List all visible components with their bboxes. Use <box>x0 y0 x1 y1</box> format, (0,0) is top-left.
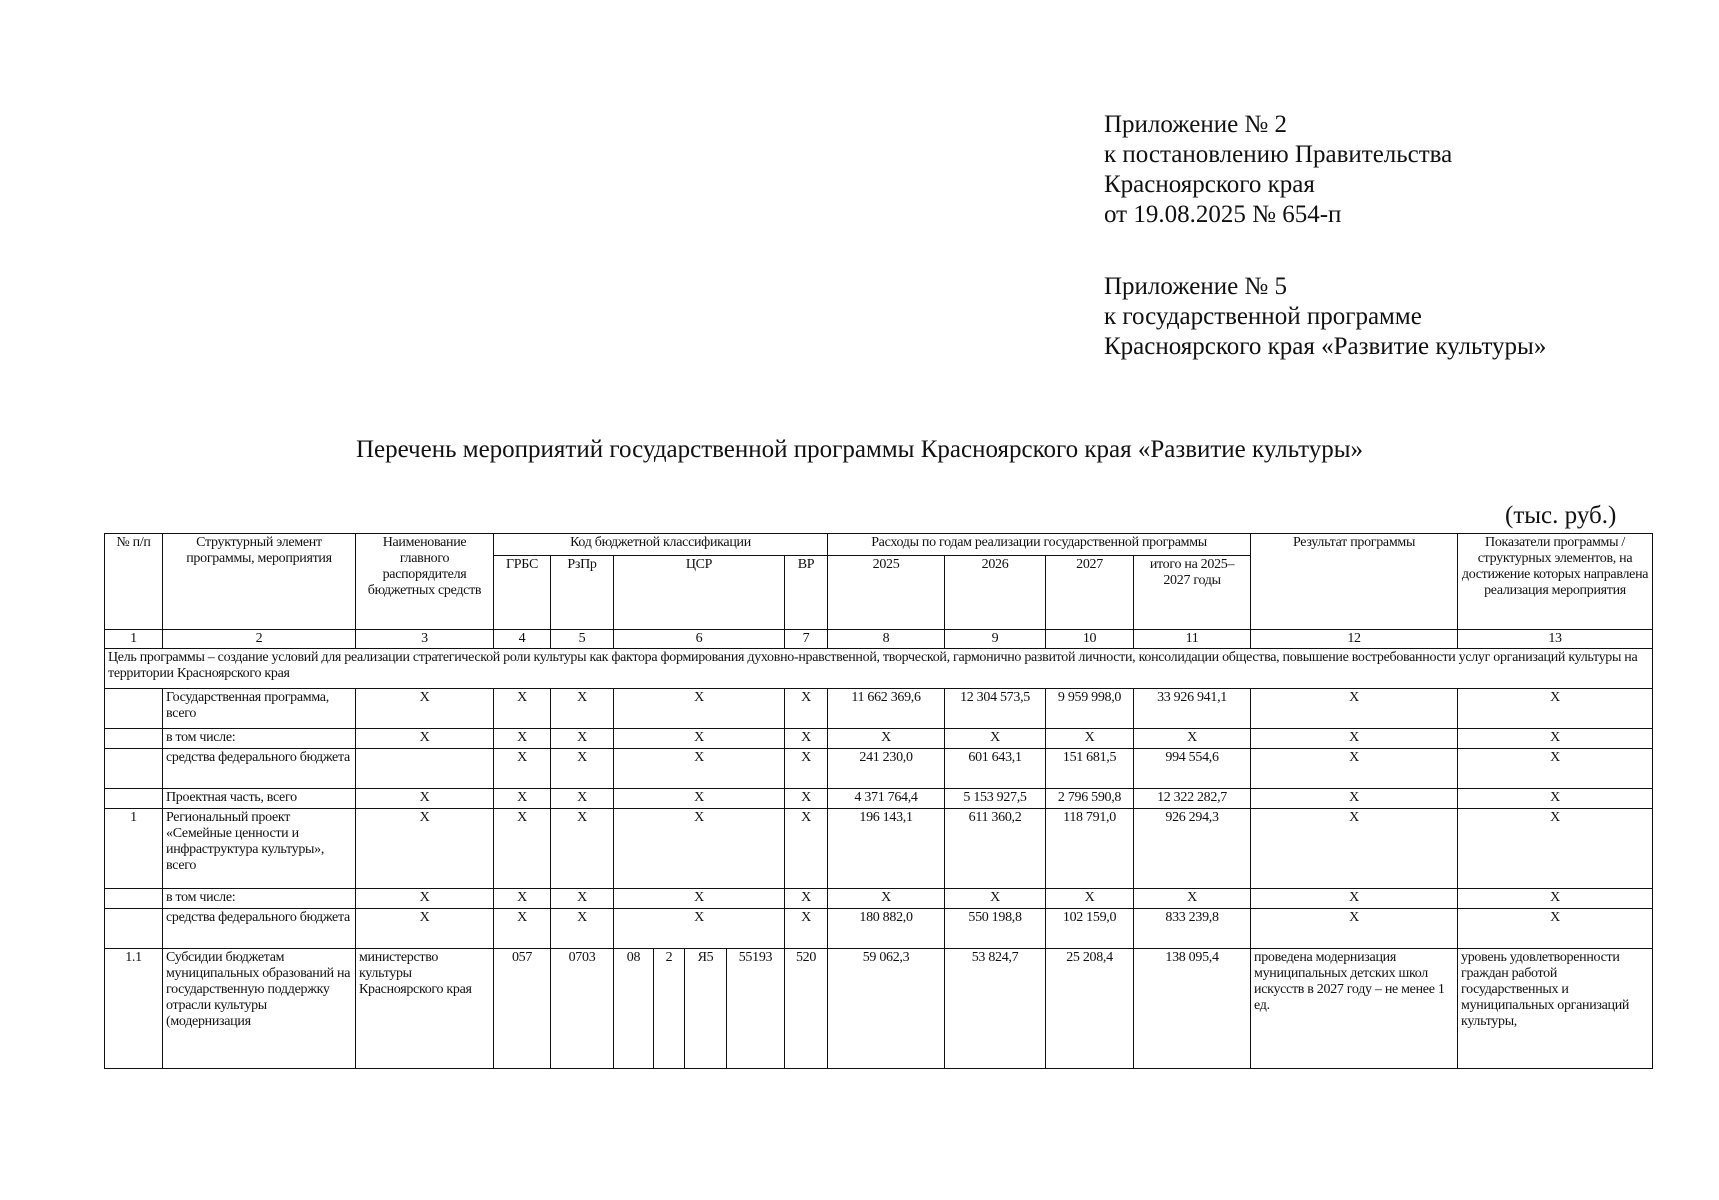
column-number: 5 <box>551 630 614 649</box>
row-2025: 196 143,1 <box>828 809 945 889</box>
row-num: 1 <box>105 809 163 889</box>
row-result: X <box>1251 729 1458 749</box>
row-indicator: X <box>1458 889 1653 909</box>
row-manager: X <box>356 909 494 949</box>
measures-table <box>104 533 1653 1069</box>
row-2027: 25 208,4 <box>1046 949 1134 1069</box>
row-rzpr: X <box>551 729 614 749</box>
row-2026: 5 153 927,5 <box>945 789 1046 809</box>
row-name: Проектная часть, всего <box>163 789 356 809</box>
row-total: 833 239,8 <box>1134 909 1251 949</box>
header-manager: Наименование главного распорядителя бюджетных средств <box>356 534 494 630</box>
header-indicators: Показатели программы / структурных элементов, на достижение которых направлена реализация мероприятия <box>1458 534 1653 630</box>
row-2026: 601 643,1 <box>945 749 1046 789</box>
data-rows <box>105 689 1653 949</box>
row-rzpr: X <box>551 889 614 909</box>
row-vr: 520 <box>785 949 828 1069</box>
column-number: 4 <box>494 630 551 649</box>
row-rzpr: X <box>551 749 614 789</box>
row-total: X <box>1134 889 1251 909</box>
row-2027: 2 796 590,8 <box>1046 789 1134 809</box>
row-2026: 550 198,8 <box>945 909 1046 949</box>
row-name: Субсидии бюджетам муниципальных образований на государственную поддержку отрасли культуры (модернизация <box>163 949 356 1069</box>
row-num <box>105 909 163 949</box>
row-2025: X <box>828 889 945 909</box>
row-rzpr: X <box>551 909 614 949</box>
program-goal: Цель программы – создание условий для реализации стратегической роли культуры как фактора формирования духовно-нравственной, творческой, гармонично развитой личности, консолидации общества, повышение востребованности услуг организаций культуры на территории Красноярского края <box>105 649 1653 689</box>
row-grbs: 057 <box>494 949 551 1069</box>
row-2027: X <box>1046 729 1134 749</box>
header-budget-code: Код бюджетной классификации <box>494 534 828 556</box>
row-result: X <box>1251 809 1458 889</box>
row-rzpr: X <box>551 809 614 889</box>
row-manager: X <box>356 789 494 809</box>
row-2025: 59 062,3 <box>828 949 945 1069</box>
column-number: 2 <box>163 630 356 649</box>
row-total: 926 294,3 <box>1134 809 1251 889</box>
appendix-5-line: Приложение № 5 <box>1104 273 1288 300</box>
table-row <box>105 909 1653 949</box>
header-expenses: Расходы по годам реализации государственной программы <box>828 534 1251 556</box>
row-manager: X <box>356 809 494 889</box>
row-2027: X <box>1046 889 1134 909</box>
row-indicator: X <box>1458 749 1653 789</box>
row-2027: 9 959 998,0 <box>1046 689 1134 729</box>
column-number: 8 <box>828 630 945 649</box>
row-2027: 118 791,0 <box>1046 809 1134 889</box>
row-csr-part: 2 <box>654 949 685 1069</box>
header-2025: 2025 <box>828 556 945 630</box>
column-number: 12 <box>1251 630 1458 649</box>
row-total: 994 554,6 <box>1134 749 1251 789</box>
column-number: 7 <box>785 630 828 649</box>
row-name: Региональный проект «Семейные ценности и инфраструктура культуры», всего <box>163 809 356 889</box>
row-rzpr: X <box>551 789 614 809</box>
row-result: проведена модернизация муниципальных детских школ искусств в 2027 году – не менее 1 ед. <box>1251 949 1458 1069</box>
row-2026: 53 824,7 <box>945 949 1046 1069</box>
row-csr: X <box>614 789 785 809</box>
header-row <box>105 534 1653 556</box>
table-row <box>105 729 1653 749</box>
column-number: 3 <box>356 630 494 649</box>
table-row <box>105 689 1653 729</box>
row-name: средства федерального бюджета <box>163 749 356 789</box>
units-label: (тыс. руб.) <box>1505 502 1617 529</box>
row-vr: X <box>785 889 828 909</box>
row-csr: X <box>614 749 785 789</box>
table-row <box>105 789 1653 809</box>
header-total: итого на 2025–2027 годы <box>1134 556 1251 630</box>
appendix-2-line: к постановлению Правительства <box>1104 141 1453 168</box>
row-2027: 151 681,5 <box>1046 749 1134 789</box>
table-row <box>105 949 1653 1069</box>
row-name: в том числе: <box>163 729 356 749</box>
row-csr: X <box>614 909 785 949</box>
header-num: № п/п <box>105 534 163 630</box>
header-element: Структурный элемент программы, мероприятия <box>163 534 356 630</box>
header-grbs: ГРБС <box>494 556 551 630</box>
header-2026: 2026 <box>945 556 1046 630</box>
row-csr: X <box>614 689 785 729</box>
appendix-2-line: Приложение № 2 <box>1104 111 1288 138</box>
row-result: X <box>1251 749 1458 789</box>
row-rzpr: X <box>551 689 614 729</box>
table-row <box>105 809 1653 889</box>
row-2026: X <box>945 889 1046 909</box>
row-indicator: X <box>1458 909 1653 949</box>
row-csr: X <box>614 729 785 749</box>
row-result: X <box>1251 889 1458 909</box>
row-manager: X <box>356 889 494 909</box>
row-2026: X <box>945 729 1046 749</box>
row-total: 33 926 941,1 <box>1134 689 1251 729</box>
row-result: X <box>1251 689 1458 729</box>
row-vr: X <box>785 789 828 809</box>
row-vr: X <box>785 749 828 789</box>
row-csr: X <box>614 889 785 909</box>
row-total: X <box>1134 729 1251 749</box>
row-csr-part: Я5 <box>685 949 727 1069</box>
row-total: 12 322 282,7 <box>1134 789 1251 809</box>
row-vr: X <box>785 729 828 749</box>
row-grbs: X <box>494 729 551 749</box>
appendix-5-line: Красноярского края «Развитие культуры» <box>1104 333 1547 360</box>
header-csr: ЦСР <box>614 556 785 630</box>
table-row <box>105 889 1653 909</box>
row-num <box>105 889 163 909</box>
header-result: Результат программы <box>1251 534 1458 630</box>
row-result: X <box>1251 789 1458 809</box>
row-num <box>105 729 163 749</box>
row-2025: X <box>828 729 945 749</box>
row-indicator: уровень удовлетворенности граждан работой государственных и муниципальных организаций культуры, <box>1458 949 1653 1069</box>
appendix-5-block <box>1104 272 1546 362</box>
header-2027: 2027 <box>1046 556 1134 630</box>
appendix-2-line: Красноярского края <box>1104 171 1315 198</box>
row-vr: X <box>785 689 828 729</box>
row-grbs: X <box>494 809 551 889</box>
row-2025: 11 662 369,6 <box>828 689 945 729</box>
row-manager: X <box>356 729 494 749</box>
row-num <box>105 749 163 789</box>
row-name: Государственная программа, всего <box>163 689 356 729</box>
column-number: 10 <box>1046 630 1134 649</box>
row-manager: министерство культуры Красноярского края <box>356 949 494 1069</box>
row-vr: X <box>785 809 828 889</box>
table-row <box>105 749 1653 789</box>
row-2026: 12 304 573,5 <box>945 689 1046 729</box>
column-number: 11 <box>1134 630 1251 649</box>
column-number: 9 <box>945 630 1046 649</box>
appendix-5-line: к государственной программе <box>1104 303 1422 330</box>
row-indicator: X <box>1458 789 1653 809</box>
row-manager: X <box>356 689 494 729</box>
row-name: в том числе: <box>163 889 356 909</box>
row-grbs: X <box>494 789 551 809</box>
row-manager <box>356 749 494 789</box>
row-2026: 611 360,2 <box>945 809 1046 889</box>
row-total: 138 095,4 <box>1134 949 1251 1069</box>
row-2025: 180 882,0 <box>828 909 945 949</box>
column-number: 6 <box>614 630 785 649</box>
row-grbs: X <box>494 909 551 949</box>
row-grbs: X <box>494 749 551 789</box>
row-2025: 241 230,0 <box>828 749 945 789</box>
row-vr: X <box>785 909 828 949</box>
header-vr: ВР <box>785 556 828 630</box>
row-result: X <box>1251 909 1458 949</box>
appendix-2-line: от 19.08.2025 № 654-п <box>1104 201 1342 228</box>
row-indicator: X <box>1458 729 1653 749</box>
row-rzpr: 0703 <box>551 949 614 1069</box>
row-name: средства федерального бюджета <box>163 909 356 949</box>
row-csr: X <box>614 809 785 889</box>
appendix-2-block <box>1104 110 1452 230</box>
column-number: 1 <box>105 630 163 649</box>
row-grbs: X <box>494 689 551 729</box>
row-csr-part: 08 <box>614 949 654 1069</box>
row-grbs: X <box>494 889 551 909</box>
goal-row <box>105 649 1653 689</box>
row-indicator: X <box>1458 689 1653 729</box>
row-2025: 4 371 764,4 <box>828 789 945 809</box>
row-2027: 102 159,0 <box>1046 909 1134 949</box>
row-csr-part: 55193 <box>727 949 785 1069</box>
row-num <box>105 689 163 729</box>
row-indicator: X <box>1458 809 1653 889</box>
column-number: 13 <box>1458 630 1653 649</box>
document-title: Перечень мероприятий государственной программы Красноярского края «Развитие культуры» <box>355 436 1364 463</box>
row-num <box>105 789 163 809</box>
column-number-row <box>105 630 1653 649</box>
row-num: 1.1 <box>105 949 163 1069</box>
header-rzpr: РзПр <box>551 556 614 630</box>
